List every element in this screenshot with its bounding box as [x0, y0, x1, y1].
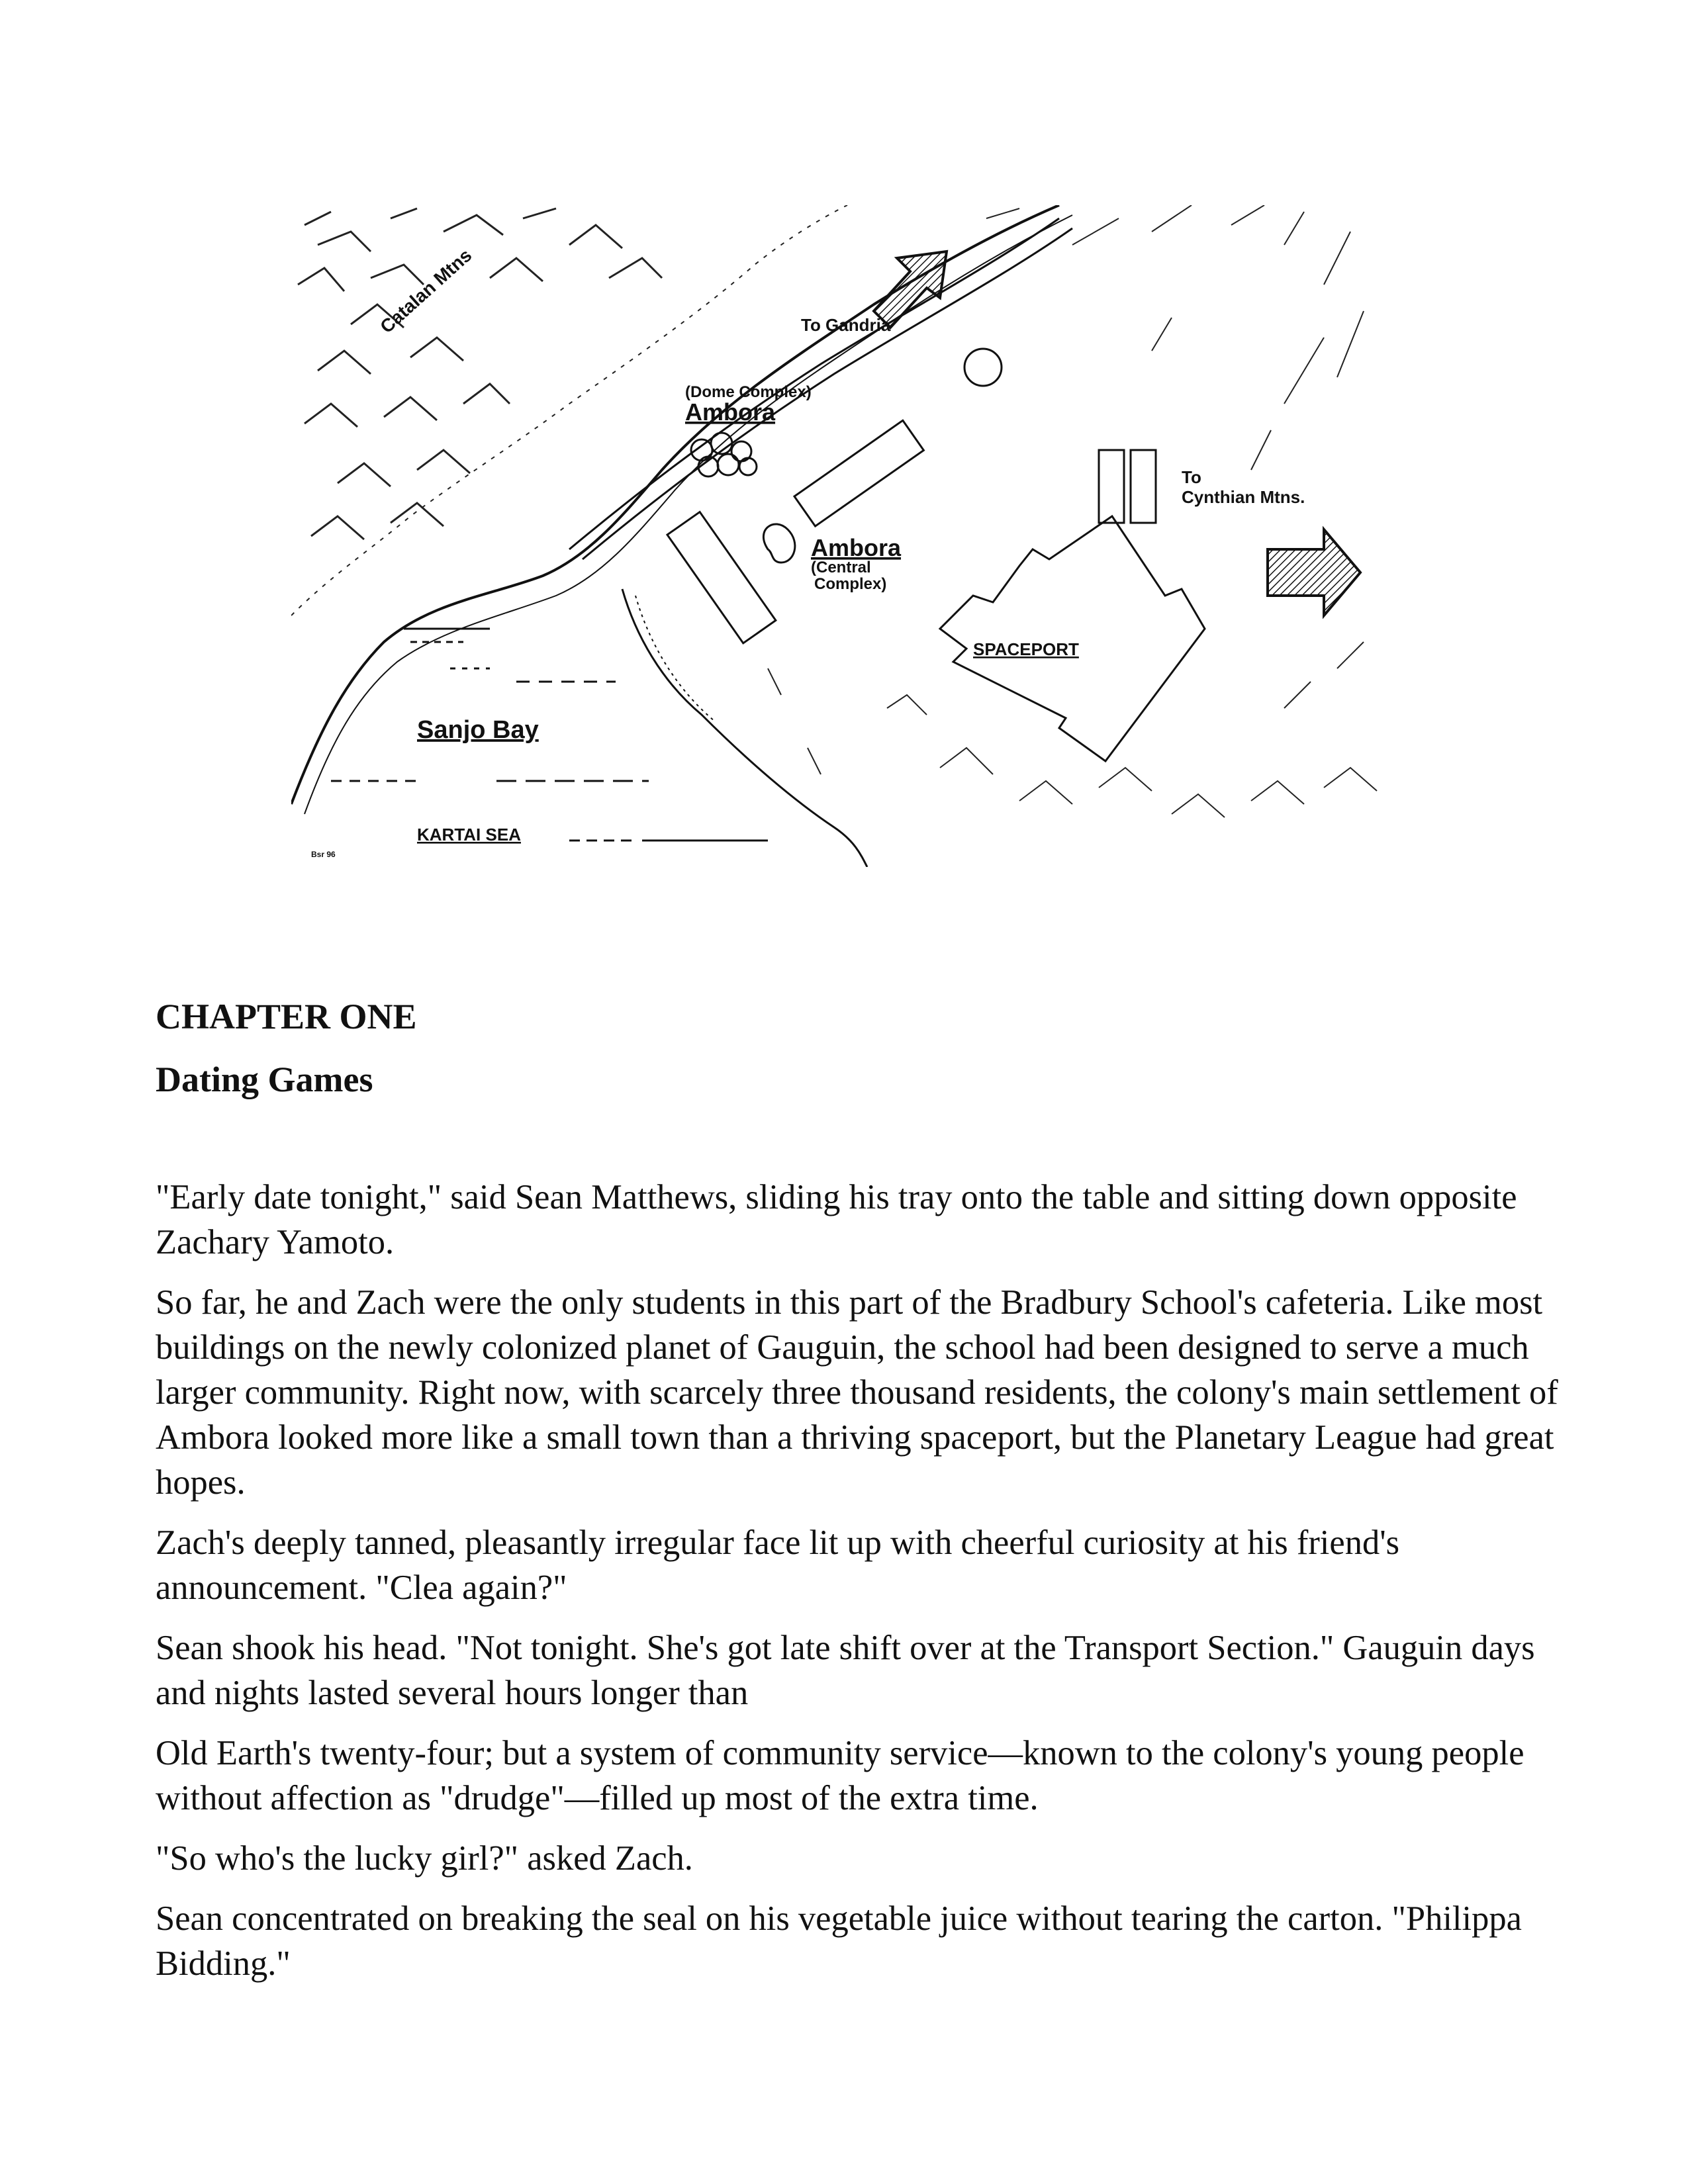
label-to-gandria: To Gandria: [801, 315, 891, 335]
map-drawing: [291, 205, 1383, 867]
paragraph: "Early date tonight," said Sean Matthews, sliding his tray onto the table and sitting down opposite Zachary Yamoto.: [156, 1178, 1517, 1261]
label-to: To: [1182, 467, 1201, 487]
label-catalan: Catalan Mtns: [376, 244, 476, 338]
map-labels: [311, 245, 1305, 859]
label-ambora-central: Ambora: [811, 534, 902, 561]
water-lines: [331, 629, 768, 841]
chapter-body: [156, 1175, 1559, 2001]
paragraph: Old Earth's twenty-four; but a system of community service—known to the colony's young people without affection as "drudge"—filled up most of the extra time.: [156, 1734, 1524, 1817]
label-ambora-dome: Ambora: [685, 398, 776, 426]
arrow-to-cynthian-icon: [1268, 529, 1360, 615]
spaceport-outline: [940, 516, 1205, 761]
paragraph: "So who's the lucky girl?" asked Zach.: [156, 1839, 693, 1878]
paragraph: Sean shook his head. "Not tonight. She's got late shift over at the Transport Section." Gauguin days and nights lasted several hours longer than: [156, 1629, 1535, 1712]
chapter-heading: CHAPTER ONE: [156, 997, 417, 1036]
label-spaceport: SPACEPORT: [973, 639, 1079, 659]
map-illustration: [291, 205, 1383, 867]
road: [569, 218, 1072, 559]
paragraph: Sean concentrated on breaking the seal on his vegetable juice without tearing the carton. "Philippa Bidding.": [156, 1899, 1522, 1983]
label-kartai-sea: KARTAI SEA: [417, 825, 521, 844]
chapter-title: Dating Games: [156, 1060, 373, 1099]
paragraph: Zach's deeply tanned, pleasantly irregular face lit up with cheerful curiosity at his friend's announcement. "Clea again?": [156, 1524, 1400, 1607]
label-cynthian: Cynthian Mtns.: [1182, 487, 1305, 507]
terrain-scribbles: [768, 205, 1377, 817]
buildings: [667, 420, 1205, 761]
label-central: (Central: [811, 559, 871, 576]
label-complex: Complex): [814, 575, 887, 593]
paragraph: So far, he and Zach were the only students in this part of the Bradbury School's cafeteria. Like most buildings on the newly colonized planet of Gauguin, the school had been designed to serve a much larger community. Right now, with scarcely three thousand residents, the colony's main settlement of Ambora looked more like a small town than a thriving spaceport, but the Planetary League had great hopes.: [156, 1283, 1558, 1502]
label-dome-complex: (Dome Complex): [685, 383, 812, 401]
artist-signature: Bsr 96: [311, 850, 336, 859]
label-sanjo-bay: Sanjo Bay: [417, 716, 539, 744]
